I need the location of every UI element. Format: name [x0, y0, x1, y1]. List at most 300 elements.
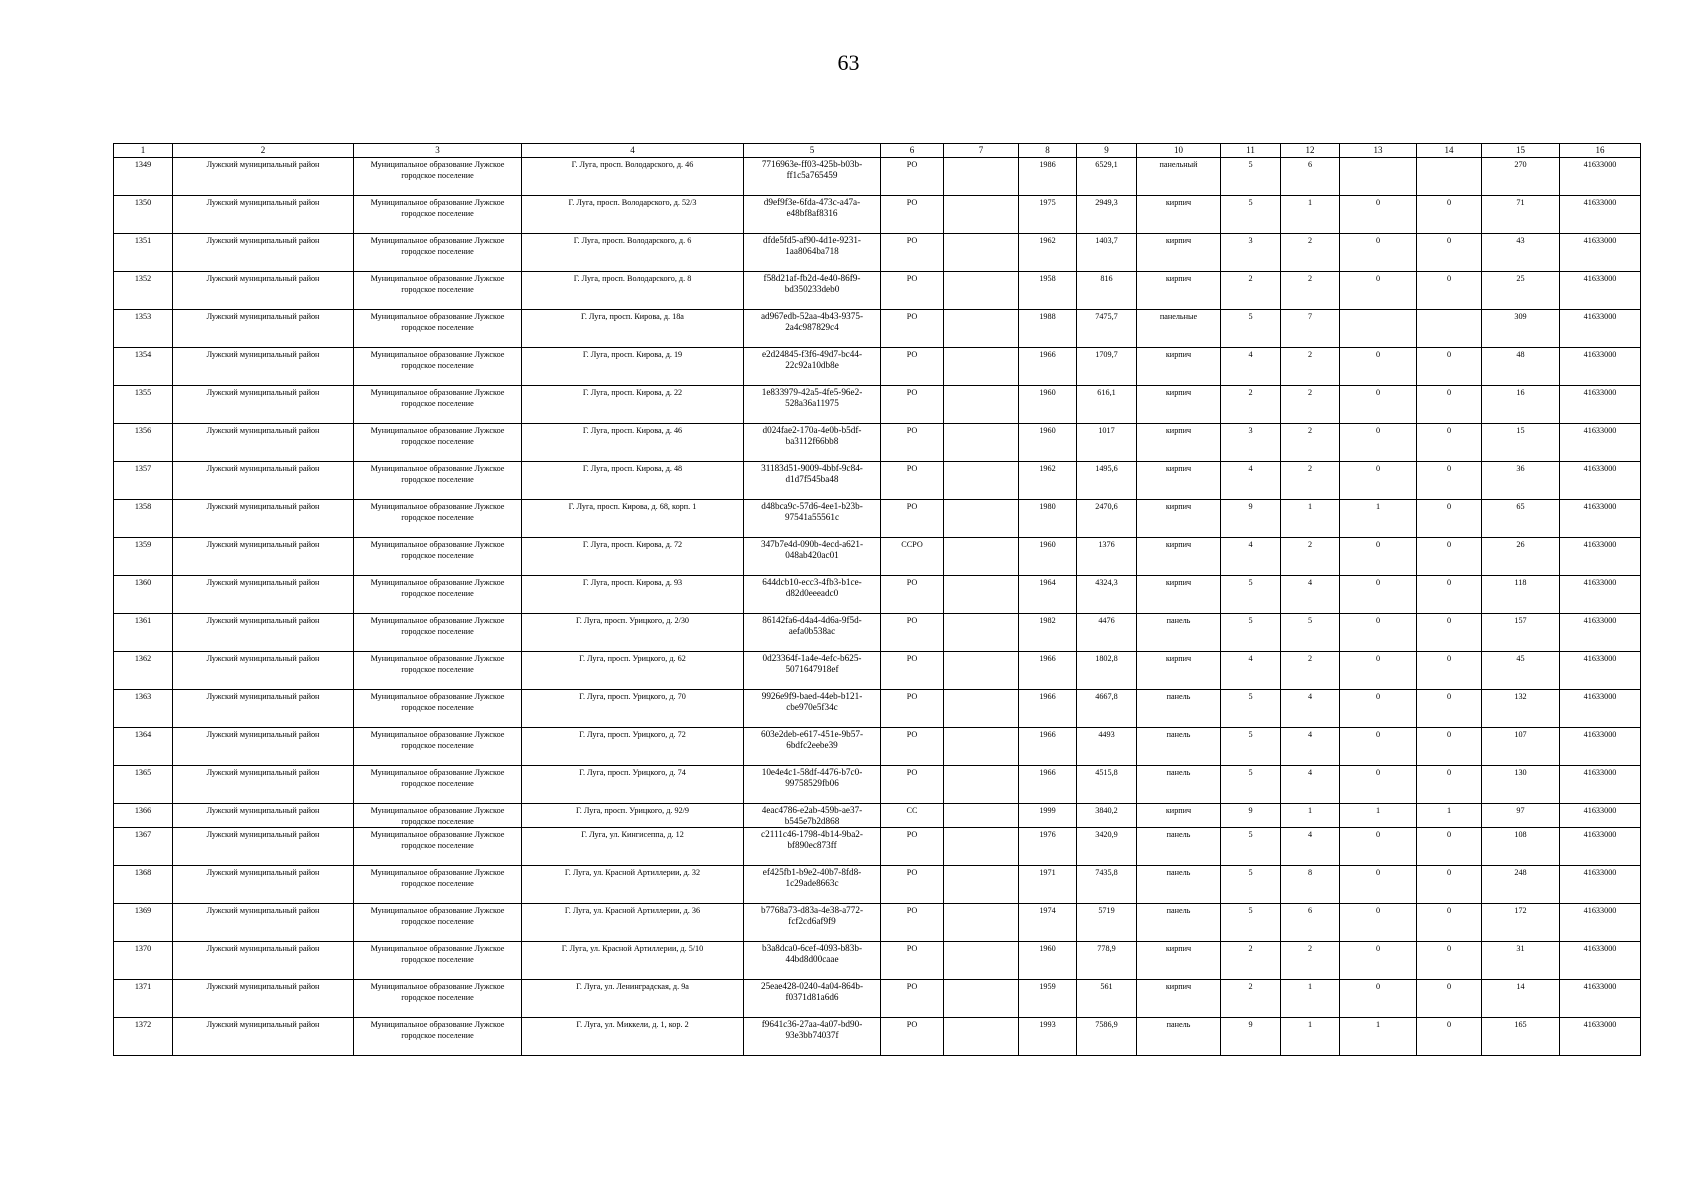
cell-col-13 [1340, 158, 1417, 196]
cell-col-15: 45 [1482, 652, 1560, 690]
cell-floor-count: 2 [1221, 942, 1281, 980]
cell-record-number: 1357 [114, 462, 173, 500]
cell-wall-material: панельные [1137, 310, 1221, 348]
cell-col-14: 0 [1417, 348, 1482, 386]
cell-record-number: 1368 [114, 866, 173, 904]
cell-floor-count: 2 [1221, 386, 1281, 424]
cell-col-14: 0 [1417, 690, 1482, 728]
cell-record-number: 1350 [114, 196, 173, 234]
cell-record-number: 1355 [114, 386, 173, 424]
cell-wall-material: панель [1137, 904, 1221, 942]
cell-house-guid: 25eae428-0240-4a04-864b-f0371d81a6d6 [744, 980, 881, 1018]
table-row [114, 500, 1641, 538]
cell-record-number: 1363 [114, 690, 173, 728]
cell-year-built: 1966 [1019, 690, 1077, 728]
cell-entrance-count: 2 [1281, 234, 1340, 272]
table-row [114, 462, 1641, 500]
cell-col-13: 0 [1340, 614, 1417, 652]
cell-year-built: 1988 [1019, 310, 1077, 348]
cell-oktmo-code: 41633000 [1560, 538, 1641, 576]
cell-district: Лужский муниципальный район [173, 348, 354, 386]
cell-floor-count: 5 [1221, 614, 1281, 652]
table-row [114, 980, 1641, 1018]
cell-management-type: РО [881, 196, 944, 234]
cell-oktmo-code: 41633000 [1560, 690, 1641, 728]
cell-oktmo-code: 41633000 [1560, 158, 1641, 196]
cell-year-built: 1982 [1019, 614, 1077, 652]
cell-address: Г. Луга, просп. Володарского, д. 46 [522, 158, 744, 196]
cell-floor-count: 5 [1221, 690, 1281, 728]
cell-floor-count: 2 [1221, 980, 1281, 1018]
cell-total-area: 816 [1077, 272, 1137, 310]
cell-col-7 [944, 158, 1019, 196]
cell-entrance-count: 2 [1281, 652, 1340, 690]
cell-col-13: 0 [1340, 234, 1417, 272]
cell-management-type: РО [881, 904, 944, 942]
cell-district: Лужский муниципальный район [173, 500, 354, 538]
cell-col-15: 65 [1482, 500, 1560, 538]
page-number: 63 [837, 50, 860, 75]
cell-management-type: РО [881, 576, 944, 614]
cell-floor-count: 2 [1221, 272, 1281, 310]
cell-oktmo-code: 41633000 [1560, 424, 1641, 462]
cell-col-13: 0 [1340, 766, 1417, 804]
cell-col-13: 0 [1340, 828, 1417, 866]
cell-col-14: 1 [1417, 804, 1482, 828]
column-header-12: 12 [1281, 144, 1340, 158]
cell-col-7 [944, 538, 1019, 576]
table-row [114, 576, 1641, 614]
cell-col-15: 43 [1482, 234, 1560, 272]
cell-col-7 [944, 690, 1019, 728]
cell-col-15: 118 [1482, 576, 1560, 614]
cell-management-type: РО [881, 310, 944, 348]
cell-municipality: Муниципальное образование Лужское городское поселение [354, 348, 522, 386]
cell-house-guid: f58d21af-fb2d-4e40-86f9-bd350233deb0 [744, 272, 881, 310]
cell-col-13: 1 [1340, 1018, 1417, 1056]
cell-year-built: 1962 [1019, 234, 1077, 272]
cell-district: Лужский муниципальный район [173, 728, 354, 766]
cell-wall-material: панель [1137, 614, 1221, 652]
cell-oktmo-code: 41633000 [1560, 310, 1641, 348]
table-row [114, 348, 1641, 386]
cell-col-15: 157 [1482, 614, 1560, 652]
cell-address: Г. Луга, просп. Кирова, д. 93 [522, 576, 744, 614]
cell-district: Лужский муниципальный район [173, 386, 354, 424]
cell-col-15: 25 [1482, 272, 1560, 310]
cell-entrance-count: 1 [1281, 500, 1340, 538]
cell-col-14: 0 [1417, 500, 1482, 538]
cell-house-guid: 644dcb10-ecc3-4fb3-b1ce-d82d0eeeadc0 [744, 576, 881, 614]
cell-col-14: 0 [1417, 614, 1482, 652]
cell-col-13: 0 [1340, 866, 1417, 904]
cell-col-14: 0 [1417, 866, 1482, 904]
cell-col-14: 0 [1417, 904, 1482, 942]
cell-record-number: 1362 [114, 652, 173, 690]
cell-wall-material: кирпич [1137, 386, 1221, 424]
cell-col-7 [944, 576, 1019, 614]
cell-floor-count: 9 [1221, 500, 1281, 538]
cell-year-built: 1960 [1019, 424, 1077, 462]
cell-col-7 [944, 728, 1019, 766]
cell-col-14: 0 [1417, 942, 1482, 980]
cell-house-guid: 4eac4786-e2ab-459b-ae37-b545e7b2d868 [744, 804, 881, 828]
cell-entrance-count: 2 [1281, 348, 1340, 386]
cell-col-14: 0 [1417, 828, 1482, 866]
cell-col-14: 0 [1417, 462, 1482, 500]
cell-year-built: 1974 [1019, 904, 1077, 942]
cell-col-14: 0 [1417, 234, 1482, 272]
table-row [114, 424, 1641, 462]
cell-col-7 [944, 500, 1019, 538]
cell-total-area: 4667,8 [1077, 690, 1137, 728]
cell-col-14 [1417, 158, 1482, 196]
cell-district: Лужский муниципальный район [173, 980, 354, 1018]
cell-management-type: РО [881, 980, 944, 1018]
table-row [114, 614, 1641, 652]
cell-total-area: 6529,1 [1077, 158, 1137, 196]
cell-total-area: 3840,2 [1077, 804, 1137, 828]
cell-management-type: РО [881, 866, 944, 904]
cell-municipality: Муниципальное образование Лужское городское поселение [354, 234, 522, 272]
cell-district: Лужский муниципальный район [173, 310, 354, 348]
cell-address: Г. Луга, просп. Урицкого, д. 92/9 [522, 804, 744, 828]
cell-wall-material: панель [1137, 690, 1221, 728]
column-header-7: 7 [944, 144, 1019, 158]
cell-house-guid: d9ef9f3e-6fda-473c-a47a-e48bf8af8316 [744, 196, 881, 234]
cell-house-guid: 9926e9f9-baed-44eb-b121-cbe970e5f34c [744, 690, 881, 728]
cell-total-area: 4493 [1077, 728, 1137, 766]
cell-district: Лужский муниципальный район [173, 866, 354, 904]
cell-col-14: 0 [1417, 1018, 1482, 1056]
cell-year-built: 1975 [1019, 196, 1077, 234]
cell-col-15: 309 [1482, 310, 1560, 348]
cell-col-13: 0 [1340, 576, 1417, 614]
cell-col-14: 0 [1417, 576, 1482, 614]
cell-col-15: 36 [1482, 462, 1560, 500]
table-row [114, 942, 1641, 980]
cell-record-number: 1361 [114, 614, 173, 652]
cell-wall-material: панель [1137, 1018, 1221, 1056]
cell-floor-count: 5 [1221, 196, 1281, 234]
cell-col-13: 0 [1340, 462, 1417, 500]
cell-col-13: 0 [1340, 980, 1417, 1018]
cell-col-14 [1417, 310, 1482, 348]
cell-total-area: 1802,8 [1077, 652, 1137, 690]
cell-municipality: Муниципальное образование Лужское городское поселение [354, 1018, 522, 1056]
cell-floor-count: 5 [1221, 310, 1281, 348]
cell-house-guid: 10e4e4c1-58df-4476-b7c0-99758529fb06 [744, 766, 881, 804]
cell-col-7 [944, 234, 1019, 272]
cell-col-14: 0 [1417, 196, 1482, 234]
cell-col-13: 0 [1340, 904, 1417, 942]
cell-entrance-count: 1 [1281, 1018, 1340, 1056]
cell-address: Г. Луга, ул. Кингисеппа, д. 12 [522, 828, 744, 866]
cell-year-built: 1959 [1019, 980, 1077, 1018]
cell-municipality: Муниципальное образование Лужское городское поселение [354, 576, 522, 614]
cell-entrance-count: 8 [1281, 866, 1340, 904]
cell-col-7 [944, 310, 1019, 348]
cell-address: Г. Луга, ул. Ленинградская, д. 9а [522, 980, 744, 1018]
cell-entrance-count: 2 [1281, 538, 1340, 576]
column-header-14: 14 [1417, 144, 1482, 158]
cell-oktmo-code: 41633000 [1560, 576, 1641, 614]
column-header-10: 10 [1137, 144, 1221, 158]
cell-record-number: 1351 [114, 234, 173, 272]
cell-house-guid: 347b7e4d-090b-4ecd-a621-048ab420ac01 [744, 538, 881, 576]
cell-municipality: Муниципальное образование Лужское городское поселение [354, 462, 522, 500]
cell-municipality: Муниципальное образование Лужское городское поселение [354, 652, 522, 690]
cell-oktmo-code: 41633000 [1560, 652, 1641, 690]
cell-year-built: 1971 [1019, 866, 1077, 904]
cell-record-number: 1372 [114, 1018, 173, 1056]
cell-entrance-count: 7 [1281, 310, 1340, 348]
cell-house-guid: 86142fa6-d4a4-4d6a-9f5d-aefa0b538ac [744, 614, 881, 652]
column-header-9: 9 [1077, 144, 1137, 158]
cell-municipality: Муниципальное образование Лужское городское поселение [354, 272, 522, 310]
cell-house-guid: dfde5fd5-af90-4d1e-9231-1aa8064ba718 [744, 234, 881, 272]
cell-address: Г. Луга, просп. Володарского, д. 52/3 [522, 196, 744, 234]
cell-district: Лужский муниципальный район [173, 766, 354, 804]
cell-col-7 [944, 348, 1019, 386]
cell-address: Г. Луга, просп. Кирова, д. 48 [522, 462, 744, 500]
cell-management-type: РО [881, 728, 944, 766]
cell-oktmo-code: 41633000 [1560, 272, 1641, 310]
table-row [114, 904, 1641, 942]
cell-year-built: 1966 [1019, 766, 1077, 804]
cell-col-7 [944, 652, 1019, 690]
cell-house-guid: ad967edb-52aa-4b43-9375-2a4c987829c4 [744, 310, 881, 348]
table-row [114, 728, 1641, 766]
table-row [114, 828, 1641, 866]
cell-district: Лужский муниципальный район [173, 1018, 354, 1056]
cell-municipality: Муниципальное образование Лужское городское поселение [354, 310, 522, 348]
cell-house-guid: 1e833979-42a5-4fe5-96e2-528a36a11975 [744, 386, 881, 424]
table-row [114, 310, 1641, 348]
cell-floor-count: 4 [1221, 538, 1281, 576]
cell-record-number: 1369 [114, 904, 173, 942]
cell-col-7 [944, 462, 1019, 500]
cell-district: Лужский муниципальный район [173, 804, 354, 828]
table-row [114, 386, 1641, 424]
cell-address: Г. Луга, просп. Урицкого, д. 62 [522, 652, 744, 690]
cell-house-guid: 603e2deb-e617-451e-9b57-6bdfc2eebe39 [744, 728, 881, 766]
cell-total-area: 561 [1077, 980, 1137, 1018]
cell-total-area: 4324,3 [1077, 576, 1137, 614]
cell-entrance-count: 6 [1281, 158, 1340, 196]
cell-col-13: 0 [1340, 196, 1417, 234]
cell-col-14: 0 [1417, 652, 1482, 690]
cell-record-number: 1370 [114, 942, 173, 980]
cell-address: Г. Луга, ул. Миккели, д. 1, кор. 2 [522, 1018, 744, 1056]
table-row [114, 690, 1641, 728]
cell-district: Лужский муниципальный район [173, 576, 354, 614]
cell-entrance-count: 4 [1281, 576, 1340, 614]
cell-col-7 [944, 804, 1019, 828]
cell-year-built: 1960 [1019, 538, 1077, 576]
cell-col-15: 97 [1482, 804, 1560, 828]
cell-wall-material: кирпич [1137, 234, 1221, 272]
cell-col-13: 0 [1340, 348, 1417, 386]
cell-col-15: 31 [1482, 942, 1560, 980]
cell-entrance-count: 4 [1281, 728, 1340, 766]
cell-entrance-count: 1 [1281, 804, 1340, 828]
cell-address: Г. Луга, просп. Урицкого, д. 70 [522, 690, 744, 728]
column-header-15: 15 [1482, 144, 1560, 158]
cell-year-built: 1976 [1019, 828, 1077, 866]
cell-address: Г. Луга, просп. Кирова, д. 68, корп. 1 [522, 500, 744, 538]
cell-record-number: 1353 [114, 310, 173, 348]
column-header-6: 6 [881, 144, 944, 158]
cell-oktmo-code: 41633000 [1560, 462, 1641, 500]
cell-col-14: 0 [1417, 766, 1482, 804]
cell-entrance-count: 2 [1281, 424, 1340, 462]
cell-record-number: 1365 [114, 766, 173, 804]
cell-wall-material: кирпич [1137, 942, 1221, 980]
cell-total-area: 1495,6 [1077, 462, 1137, 500]
cell-management-type: РО [881, 158, 944, 196]
cell-address: Г. Луга, ул. Красной Артиллерии, д. 36 [522, 904, 744, 942]
cell-col-15: 165 [1482, 1018, 1560, 1056]
cell-address: Г. Луга, просп. Урицкого, д. 2/30 [522, 614, 744, 652]
cell-house-guid: b7768a73-d83a-4e38-a772-fcf2cd6af9f9 [744, 904, 881, 942]
cell-entrance-count: 6 [1281, 904, 1340, 942]
cell-col-7 [944, 942, 1019, 980]
cell-address: Г. Луга, просп. Кирова, д. 18а [522, 310, 744, 348]
cell-record-number: 1354 [114, 348, 173, 386]
cell-wall-material: кирпич [1137, 272, 1221, 310]
table-row [114, 272, 1641, 310]
cell-total-area: 5719 [1077, 904, 1137, 942]
cell-col-13: 0 [1340, 942, 1417, 980]
cell-col-13: 0 [1340, 652, 1417, 690]
cell-municipality: Муниципальное образование Лужское городское поселение [354, 828, 522, 866]
column-header-1: 1 [114, 144, 173, 158]
cell-year-built: 1958 [1019, 272, 1077, 310]
cell-district: Лужский муниципальный район [173, 538, 354, 576]
cell-district: Лужский муниципальный район [173, 158, 354, 196]
cell-oktmo-code: 41633000 [1560, 980, 1641, 1018]
cell-col-15: 71 [1482, 196, 1560, 234]
cell-col-13: 0 [1340, 386, 1417, 424]
cell-record-number: 1352 [114, 272, 173, 310]
cell-wall-material: панельный [1137, 158, 1221, 196]
cell-municipality: Муниципальное образование Лужское городское поселение [354, 728, 522, 766]
cell-col-7 [944, 980, 1019, 1018]
cell-col-14: 0 [1417, 728, 1482, 766]
cell-col-14: 0 [1417, 424, 1482, 462]
cell-management-type: РО [881, 272, 944, 310]
cell-address: Г. Луга, просп. Кирова, д. 19 [522, 348, 744, 386]
cell-floor-count: 5 [1221, 904, 1281, 942]
cell-floor-count: 5 [1221, 866, 1281, 904]
cell-municipality: Муниципальное образование Лужское городское поселение [354, 158, 522, 196]
cell-col-7 [944, 614, 1019, 652]
cell-col-15: 16 [1482, 386, 1560, 424]
column-header-5: 5 [744, 144, 881, 158]
cell-entrance-count: 5 [1281, 614, 1340, 652]
cell-district: Лужский муниципальный район [173, 272, 354, 310]
cell-management-type: РО [881, 348, 944, 386]
cell-address: Г. Луга, просп. Володарского, д. 6 [522, 234, 744, 272]
cell-house-guid: ef425fb1-b9e2-40b7-8fd8-1c29ade8663c [744, 866, 881, 904]
cell-floor-count: 5 [1221, 158, 1281, 196]
cell-house-guid: d48bca9c-57d6-4ee1-b23b-97541a55561c [744, 500, 881, 538]
cell-total-area: 1709,7 [1077, 348, 1137, 386]
cell-col-15: 248 [1482, 866, 1560, 904]
cell-total-area: 2949,3 [1077, 196, 1137, 234]
cell-district: Лужский муниципальный район [173, 942, 354, 980]
cell-year-built: 1980 [1019, 500, 1077, 538]
cell-col-14: 0 [1417, 980, 1482, 1018]
cell-col-13: 0 [1340, 728, 1417, 766]
cell-total-area: 7586,9 [1077, 1018, 1137, 1056]
cell-oktmo-code: 41633000 [1560, 348, 1641, 386]
cell-municipality: Муниципальное образование Лужское городское поселение [354, 904, 522, 942]
cell-total-area: 616,1 [1077, 386, 1137, 424]
cell-col-13 [1340, 310, 1417, 348]
column-number-row [114, 144, 1641, 158]
cell-entrance-count: 1 [1281, 980, 1340, 1018]
cell-year-built: 1966 [1019, 728, 1077, 766]
cell-house-guid: 31183d51-9009-4bbf-9c84-d1d7f545ba48 [744, 462, 881, 500]
column-header-16: 16 [1560, 144, 1641, 158]
cell-floor-count: 5 [1221, 728, 1281, 766]
cell-wall-material: панель [1137, 866, 1221, 904]
cell-col-13: 0 [1340, 424, 1417, 462]
cell-municipality: Муниципальное образование Лужское городское поселение [354, 942, 522, 980]
cell-total-area: 1376 [1077, 538, 1137, 576]
table-row [114, 652, 1641, 690]
cell-col-7 [944, 386, 1019, 424]
cell-management-type: РО [881, 828, 944, 866]
table-row [114, 1018, 1641, 1056]
cell-wall-material: кирпич [1137, 804, 1221, 828]
cell-municipality: Муниципальное образование Лужское городское поселение [354, 690, 522, 728]
cell-management-type: РО [881, 942, 944, 980]
cell-oktmo-code: 41633000 [1560, 728, 1641, 766]
cell-entrance-count: 4 [1281, 828, 1340, 866]
cell-floor-count: 9 [1221, 804, 1281, 828]
cell-oktmo-code: 41633000 [1560, 386, 1641, 424]
cell-municipality: Муниципальное образование Лужское городское поселение [354, 766, 522, 804]
cell-year-built: 1960 [1019, 386, 1077, 424]
cell-address: Г. Луга, просп. Кирова, д. 22 [522, 386, 744, 424]
cell-floor-count: 3 [1221, 424, 1281, 462]
cell-house-guid: d024fae2-170a-4e0b-b5df-ba3112f66bb8 [744, 424, 881, 462]
cell-management-type: ССРО [881, 538, 944, 576]
cell-district: Лужский муниципальный район [173, 904, 354, 942]
cell-total-area: 778,9 [1077, 942, 1137, 980]
cell-address: Г. Луга, просп. Кирова, д. 72 [522, 538, 744, 576]
table-row [114, 196, 1641, 234]
cell-district: Лужский муниципальный район [173, 690, 354, 728]
cell-total-area: 4476 [1077, 614, 1137, 652]
cell-col-7 [944, 766, 1019, 804]
cell-year-built: 1964 [1019, 576, 1077, 614]
cell-floor-count: 4 [1221, 348, 1281, 386]
cell-district: Лужский муниципальный район [173, 828, 354, 866]
cell-municipality: Муниципальное образование Лужское городское поселение [354, 538, 522, 576]
cell-management-type: РО [881, 1018, 944, 1056]
cell-record-number: 1349 [114, 158, 173, 196]
cell-district: Лужский муниципальный район [173, 462, 354, 500]
cell-floor-count: 5 [1221, 576, 1281, 614]
table-body [114, 158, 1641, 1056]
cell-oktmo-code: 41633000 [1560, 866, 1641, 904]
cell-record-number: 1371 [114, 980, 173, 1018]
cell-year-built: 1993 [1019, 1018, 1077, 1056]
